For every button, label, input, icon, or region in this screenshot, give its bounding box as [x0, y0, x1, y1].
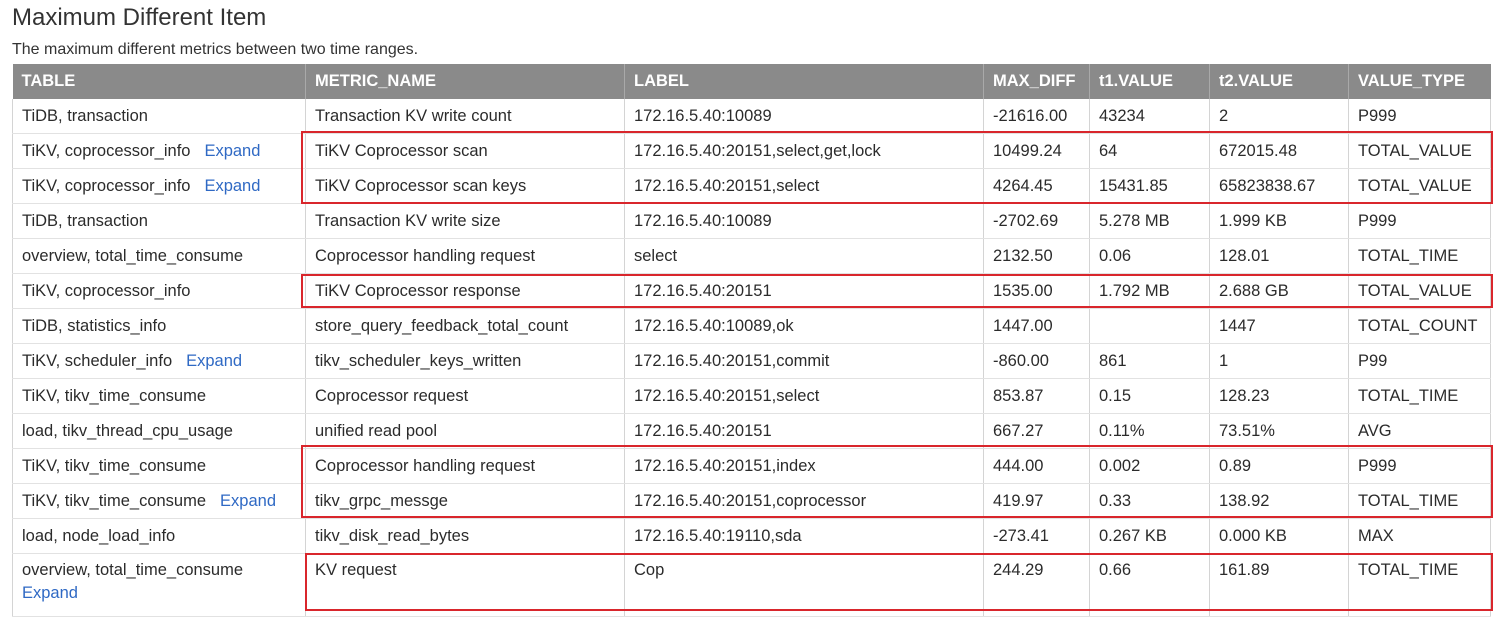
table-cell: [13, 309, 306, 344]
label-cell: 172.16.5.40:20151,select: [625, 169, 984, 204]
label-cell: 172.16.5.40:10089: [625, 204, 984, 239]
column-header-max-diff[interactable]: MAX_DIFF: [984, 64, 1090, 99]
metric-name-cell: KV request: [306, 554, 625, 617]
t2-value-cell: 0.89: [1210, 449, 1349, 484]
max-diff-cell: 667.27: [984, 414, 1090, 449]
table-row: [13, 274, 1491, 309]
value-type-cell: P999: [1349, 99, 1491, 134]
t1-value-cell: [1090, 309, 1210, 344]
table-name-text: TiKV, tikv_time_consume: [22, 491, 207, 510]
t1-value-cell: 64: [1090, 134, 1210, 169]
label-cell: 172.16.5.40:20151,commit: [625, 344, 984, 379]
expand-link[interactable]: Expand: [186, 351, 243, 370]
t1-value-cell: 0.06: [1090, 239, 1210, 274]
table-cell: [13, 274, 306, 309]
table-cell: [13, 379, 306, 414]
label-cell: 172.16.5.40:20151: [625, 274, 984, 309]
metric-name-cell: Transaction KV write size: [306, 204, 625, 239]
table-row: [13, 309, 1491, 344]
t2-value-cell: 672015.48: [1210, 134, 1349, 169]
t2-value-cell: 138.92: [1210, 484, 1349, 519]
max-diff-cell: 2132.50: [984, 239, 1090, 274]
table-name-text: TiKV, coprocessor_info: [22, 141, 191, 160]
max-diff-table: [12, 64, 1491, 617]
expand-link[interactable]: Expand: [204, 176, 261, 195]
max-diff-cell: 419.97: [984, 484, 1090, 519]
label-cell: 172.16.5.40:20151: [625, 414, 984, 449]
metric-name-cell: TiKV Coprocessor scan: [306, 134, 625, 169]
t2-value-cell: 2.688 GB: [1210, 274, 1349, 309]
t2-value-cell: 73.51%: [1210, 414, 1349, 449]
table-cell: [13, 414, 306, 449]
max-diff-cell: -21616.00: [984, 99, 1090, 134]
metric-name-cell: unified read pool: [306, 414, 625, 449]
t2-value-cell: 128.23: [1210, 379, 1349, 414]
t1-value-cell: 0.267 KB: [1090, 519, 1210, 554]
t2-value-cell: 128.01: [1210, 239, 1349, 274]
table-name-text: TiKV, coprocessor_info: [22, 281, 191, 300]
column-header-table[interactable]: TABLE: [13, 64, 306, 99]
metric-name-cell: tikv_grpc_messge: [306, 484, 625, 519]
value-type-cell: TOTAL_TIME: [1349, 484, 1491, 519]
max-diff-cell: -860.00: [984, 344, 1090, 379]
table-cell: [13, 449, 306, 484]
table-cell: [13, 204, 306, 239]
expand-link[interactable]: Expand: [220, 491, 276, 510]
table-name-text: TiDB, statistics_info: [22, 316, 167, 335]
table-name-text: overview, total_time_consume: [22, 246, 244, 265]
table-cell: [13, 134, 306, 169]
max-diff-cell: -2702.69: [984, 204, 1090, 239]
table-row: [13, 449, 1491, 484]
t2-value-cell: 1: [1210, 344, 1349, 379]
value-type-cell: TOTAL_TIME: [1349, 554, 1491, 617]
expand-link[interactable]: Expand: [204, 141, 261, 160]
table-row: [13, 414, 1491, 449]
table-name-text: TiKV, scheduler_info: [22, 351, 173, 370]
column-header-t1-value[interactable]: t1.VALUE: [1090, 64, 1210, 99]
page-subtitle: The maximum different metrics between two time ranges.: [12, 41, 419, 58]
column-header-label[interactable]: LABEL: [625, 64, 984, 99]
label-cell: 172.16.5.40:10089: [625, 99, 984, 134]
metric-name-cell: tikv_scheduler_keys_written: [306, 344, 625, 379]
label-cell: 172.16.5.40:19110,sda: [625, 519, 984, 554]
table-cell: [13, 484, 306, 519]
expand-link[interactable]: Expand: [22, 584, 78, 602]
value-type-cell: MAX: [1349, 519, 1491, 554]
table-row: [13, 484, 1491, 519]
table-row: [13, 344, 1491, 379]
value-type-cell: TOTAL_TIME: [1349, 379, 1491, 414]
t2-value-cell: 65823838.67: [1210, 169, 1349, 204]
label-cell: 172.16.5.40:10089,ok: [625, 309, 984, 344]
max-diff-cell: 1535.00: [984, 274, 1090, 309]
label-cell: 172.16.5.40:20151,coprocessor: [625, 484, 984, 519]
value-type-cell: TOTAL_VALUE: [1349, 274, 1491, 309]
t1-value-cell: 5.278 MB: [1090, 204, 1210, 239]
table-cell: [13, 169, 306, 204]
table-row: [13, 169, 1491, 204]
table-row: [13, 204, 1491, 239]
max-diff-cell: 853.87: [984, 379, 1090, 414]
t1-value-cell: 43234: [1090, 99, 1210, 134]
t1-value-cell: 1.792 MB: [1090, 274, 1210, 309]
metric-name-cell: tikv_disk_read_bytes: [306, 519, 625, 554]
t1-value-cell: 0.15: [1090, 379, 1210, 414]
max-diff-cell: 444.00: [984, 449, 1090, 484]
table-cell: [13, 239, 306, 274]
table-name-text: TiDB, transaction: [22, 211, 148, 230]
metric-name-cell: TiKV Coprocessor response: [306, 274, 625, 309]
column-header-metric-name[interactable]: METRIC_NAME: [306, 64, 625, 99]
table-name-text: TiKV, coprocessor_info: [22, 176, 191, 195]
t2-value-cell: 0.000 KB: [1210, 519, 1349, 554]
table-cell: [13, 344, 306, 379]
max-diff-cell: 244.29: [984, 554, 1090, 617]
t2-value-cell: 1.999 KB: [1210, 204, 1349, 239]
table-body: [13, 99, 1491, 617]
t2-value-cell: 2: [1210, 99, 1349, 134]
metric-name-cell: Transaction KV write count: [306, 99, 625, 134]
table-header-row: [13, 64, 1491, 99]
t1-value-cell: 0.002: [1090, 449, 1210, 484]
value-type-cell: AVG: [1349, 414, 1491, 449]
value-type-cell: P999: [1349, 449, 1491, 484]
table-row: [13, 134, 1491, 169]
metric-name-cell: TiKV Coprocessor scan keys: [306, 169, 625, 204]
t1-value-cell: 0.66: [1090, 554, 1210, 617]
table-cell: [13, 99, 306, 134]
table-row: [13, 554, 1491, 617]
value-type-cell: TOTAL_COUNT: [1349, 309, 1491, 344]
table-name-text: load, node_load_info: [22, 526, 176, 545]
t1-value-cell: 861: [1090, 344, 1210, 379]
label-cell: Cop: [625, 554, 984, 617]
table-row: [13, 519, 1491, 554]
t2-value-cell: 161.89: [1210, 554, 1349, 617]
t1-value-cell: 15431.85: [1090, 169, 1210, 204]
label-cell: 172.16.5.40:20151,index: [625, 449, 984, 484]
value-type-cell: TOTAL_VALUE: [1349, 169, 1491, 204]
label-cell: 172.16.5.40:20151,select: [625, 379, 984, 414]
table-name-text: overview, total_time_consume: [22, 561, 244, 579]
value-type-cell: TOTAL_VALUE: [1349, 134, 1491, 169]
label-cell: 172.16.5.40:20151,select,get,lock: [625, 134, 984, 169]
table-row: [13, 239, 1491, 274]
metric-name-cell: store_query_feedback_total_count: [306, 309, 625, 344]
max-diff-cell: 4264.45: [984, 169, 1090, 204]
t2-value-cell: 1447: [1210, 309, 1349, 344]
page-title: Maximum Different Item: [12, 4, 267, 31]
table-name-text: load, tikv_thread_cpu_usage: [22, 421, 233, 440]
table-cell: [13, 519, 306, 554]
metric-name-cell: Coprocessor handling request: [306, 239, 625, 274]
metric-name-cell: Coprocessor handling request: [306, 449, 625, 484]
t1-value-cell: 0.33: [1090, 484, 1210, 519]
table-name-text: TiDB, transaction: [22, 106, 148, 125]
max-diff-cell: 1447.00: [984, 309, 1090, 344]
t1-value-cell: 0.11%: [1090, 414, 1210, 449]
value-type-cell: P99: [1349, 344, 1491, 379]
max-diff-cell: -273.41: [984, 519, 1090, 554]
max-diff-cell: 10499.24: [984, 134, 1090, 169]
column-header-value-type[interactable]: VALUE_TYPE: [1349, 64, 1491, 99]
value-type-cell: TOTAL_TIME: [1349, 239, 1491, 274]
table-row: [13, 99, 1491, 134]
value-type-cell: P999: [1349, 204, 1491, 239]
metric-name-cell: Coprocessor request: [306, 379, 625, 414]
column-header-t2-value[interactable]: t2.VALUE: [1210, 64, 1349, 99]
table-name-text: TiKV, tikv_time_consume: [22, 386, 207, 405]
table-name-text: TiKV, tikv_time_consume: [22, 456, 207, 475]
table-cell: [13, 554, 306, 617]
label-cell: select: [625, 239, 984, 274]
table-row: [13, 379, 1491, 414]
